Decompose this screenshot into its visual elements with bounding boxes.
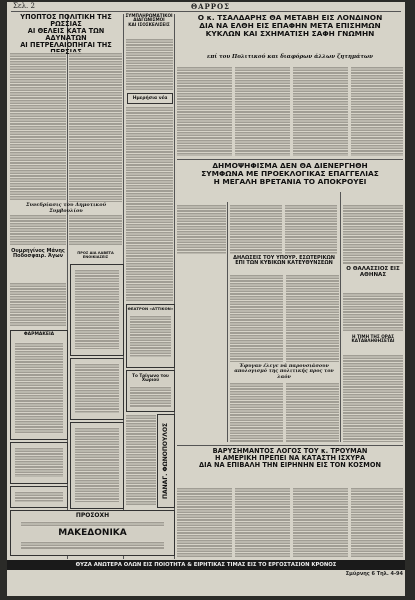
page-number: Σελ. 2 [13,2,35,10]
theatre-title: ΘΕΑΤΡΟΝ «ΑΤΤΙΚΟΝ» [127,306,174,311]
ad-box [10,486,68,508]
headline-thalassios: Ο ΘΑΛΑΣΣΙΟΣ ΕΙΣ ΑΘΗΝΑΣ [346,266,400,278]
article-text [343,354,403,442]
article-text [177,66,232,156]
headline-referendum: ΔΗΜΟΨΗΦΙΣΜΑ ΔΕΝ ΘΑ ΔΙΕΝΕΡΓΗΘΗ ΣΥΜΦΩΝΑ ΜΕ ΠΡΟΕΚΛΟΓΙΚΑΣ ΕΠΑΓΓΕΛΙΑΣ Η ΜΕΓΑΛΗ ΒΡΕΤΑΝΙΑ ΤΟ ΑΠΟΚΡΟΥΕΙ [201,161,379,186]
headline-competitions: ΣΥΜΠΛΗΡΩΜΑΤΙΚΟΙ ΔΙΑΓΩΝΙΣΜΟΙ ΚΑΙ ΙΣΟΣΚΕΛΙΣΕΙΣ [125,13,173,27]
ad-text [21,541,164,549]
article-text [10,282,66,327]
newspaper-page [7,2,405,596]
article-text [351,66,403,156]
ad-text [130,315,171,357]
article-text [230,274,283,362]
ad-text [15,491,63,502]
headline-municipal-council: Συνεδρίασις του Δημοτικού Συμβουλίου [25,202,107,214]
ad-text [75,363,119,413]
pharmacy-listing [10,330,68,440]
article-text [343,292,403,332]
article-text [293,66,348,156]
headline-quote: Έφυγαν έλεγε νά παρουσιάσουν απολογισμό της πολιτικής προς τον λαόν [234,363,334,380]
headline-russia-policy: ΥΠΟΠΤΟΣ ΠΟΛΙΤΙΚΗ ΤΗΣ ΡΩΣΣΙΑΣ ΑΙ ΘΕΛΕΙΣ ΚΑΤΑ ΤΩΝ ΑΔΥΝΑΤΩΝ ΑΙ ΠΕΤΡΕΛΑΙΟΠΗΓΑΙ ΤΗΣ [20,13,112,49]
article-text [343,204,403,264]
bottom-banner: ΘΥΖΑ ΑΝΩΤΕΡΑ ΟΛΩΝ ΕΙΣ ΠΟΙΟΤΗΤΑ & ΕΙΡΗΤΙΚΑΣ ΤΙΜΑΣ ΕΙΣ ΤΟ ΕΡΓΟΣΤΑΣΙΟΝ ΚΡΟΝΟΣ [7,560,405,570]
article-text [351,487,403,557]
vertical-ad-text: ΠΑΝΑΓ. ΦΩΝΟΠΟΥΛΟΣ [162,422,169,500]
theatre-ad [126,304,175,368]
ad-text [21,521,164,527]
headline-truman: ΒΑΡΥΣΗΜΑΝΤΟΣ ΛΟΓΟΣ ΤΟΥ κ. ΤΡΟΥΜΑΝ Η ΑΜΕΡΙΚΗ ΠΡΕΠΕΙ ΝΑ ΚΑΤΑΣΤΗ ΙΣΧΥΡΑ ΔΙΑ ΝΑ ΕΠΙΒΑΛΗ ΤΗΝ ΕΙΡΗΝΗΝ ΕΙΣ ΤΟΝ ΚΟΣΜΟΝ [199,447,381,469]
pharmacy-title: ΦΑΡΜΑΚΕΙΑ [23,332,55,337]
article-text [230,382,283,442]
article-text [286,382,339,442]
attention-label: ΠΡΟΣΟΧΗ [75,512,110,519]
ad-text [75,269,119,349]
ad-box [70,422,124,509]
article-text [69,214,122,246]
article-text [235,487,290,557]
article-text [235,66,290,156]
article-text [10,214,66,246]
ad-text [75,427,119,502]
article-text [286,274,339,362]
masthead [11,2,401,12]
divider [177,445,403,446]
listing-text [15,342,63,434]
subheadline-tsaldaris: επί του Πολιτικού και διαφόρων άλλων ζητημάτων [207,54,373,60]
article-text [177,204,226,254]
headline-tsaldaris: Ο κ. ΤΣΑΛΔΑΡΗΣ ΘΑ ΜΕΤΑΒΗ ΕΙΣ ΛΟΝΔΙΝΟΝ ΔΙΑ ΝΑ ΕΛΘΗ ΕΙΣ ΕΠΑΦΗΝ ΜΕΤΑ ΕΠΙΣΗΜΩΝ ΚΥΚΛΩΝ ΚΑΙ ΣΧΗΜΑΤΙΣΗ ΣΑΦΗ ΓΝΩΜΗΝ [197,13,383,38]
ad-text [15,447,63,477]
column-rule [227,202,228,442]
ad-box [70,264,124,356]
headline-rentals: ΠΡΟΣ ΔΙΑ ΛΑΒΕΤΑ ΕΝΟΙΚΙΑΣΕΙΣ [77,251,114,259]
headline-interior-statements: ΔΗΛΩΣΕΙΣ ΤΟΥ ΥΠΟΥΡ. ΕΣΩΤΕΡΙΚΩΝ ΕΠΙ ΤΩΝ ΚΥΒΙΚΩΝ ΚΑΤΕΥΘΥΝΣΕΩΝ [233,255,335,267]
news-box-title: Ημερήσια νέα [127,93,173,104]
article-text [10,52,66,200]
ad-box [10,442,68,484]
makedonika-title: ΜΑΚΕΔΟΝΙΚΑ [58,528,127,539]
article-text [126,106,173,301]
article-text [293,487,348,557]
headline-price: Η ΤΙΜΗ ΤΗΣ ΟΡΑΣ ΚΑΤΑΒΛΗΘΗΣΕΤΑΙ [351,334,395,344]
column-rule [340,192,341,442]
ad-box [70,358,124,420]
article-text [285,204,337,254]
article-text [69,52,122,202]
bottom-address: Σμύρνης 6 Τηλ. 4-94 [345,571,403,577]
theatre-ad [126,370,175,412]
article-text [177,487,232,557]
ad-text [130,386,171,408]
newspaper-title: ΘΑΡΡΟΣ [191,2,231,11]
article-text [126,38,173,90]
divider [177,159,403,160]
article-text [230,204,282,254]
play-title: Το Τρίγωνο του Χωριού [132,373,169,383]
headline-sport: Ουμρηγίνος Μάνης Ποδοσφαιρ. Άγων [11,248,65,260]
article-text [126,414,156,506]
makedonika-ad [10,510,175,556]
vertical-ad [157,414,175,508]
